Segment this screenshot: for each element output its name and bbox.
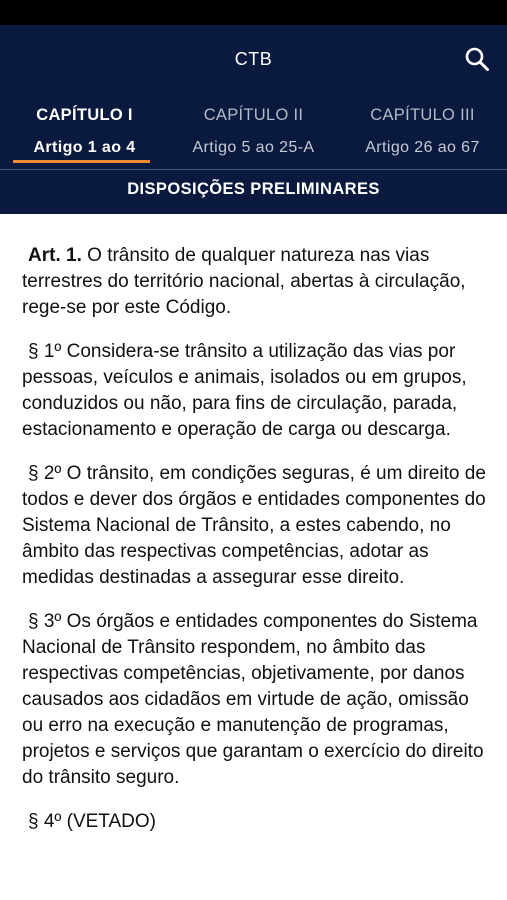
- article-number: Art. 1.: [28, 245, 82, 266]
- tab-capitulo-1[interactable]: [0, 97, 169, 169]
- chapter-tabs: [0, 97, 507, 169]
- app-header: [0, 25, 507, 214]
- tab-articles-label: Artigo 5 ao 25-A: [192, 139, 315, 156]
- title-bar: [0, 25, 507, 93]
- app-title: CTB: [234, 49, 273, 69]
- search-icon: [463, 45, 491, 73]
- paragraph-3: [22, 609, 492, 791]
- paragraph-text: § 2º O trânsito, em condições seguras, é um direito de todos e dever dos órgãos e entidades componentes do Sistema Nacional de Trânsito, a estes cabendo, no âmbito das respectivas competências, adotar as medidas destinadas a assegurar esse direito.: [22, 463, 486, 588]
- tab-chapter-label: CAPÍTULO II: [203, 106, 304, 124]
- paragraph-1: [22, 339, 492, 443]
- paragraph-text: § 1º Considera-se trânsito a utilização das vias por pessoas, veículos e animais, isolados ou em grupos, conduzidos ou não, para fins de circulação, parada, estacionamento e operação de carga ou descarga.: [22, 341, 467, 440]
- article-text: O trânsito de qualquer natureza nas vias terrestres do território nacional, abertas à circulação, rege-se por este Código.: [22, 245, 466, 318]
- tab-capitulo-2[interactable]: [169, 97, 338, 169]
- tab-chapter-label: CAPÍTULO I: [36, 106, 133, 124]
- tab-articles-label: Artigo 1 ao 4: [33, 139, 136, 156]
- paragraph-text: § 3º Os órgãos e entidades componentes do Sistema Nacional de Trânsito respondem, no âmbito das respectivas competências, objetivamente, por danos causados aos cidadãos em virtude de ação, omissão ou erro na execução e manutenção de programas, projetos e serviços que garantam o exercício do direito do trânsito seguro.: [22, 611, 484, 788]
- tab-divider: [0, 169, 507, 170]
- article-paragraph: [22, 243, 492, 321]
- search-button[interactable]: [463, 45, 491, 73]
- active-tab-indicator: [13, 160, 150, 163]
- tab-chapter-label: CAPÍTULO III: [370, 106, 475, 124]
- tab-capitulo-3[interactable]: [338, 97, 507, 169]
- tab-articles-label: Artigo 26 ao 67: [365, 139, 480, 156]
- article-content: [22, 243, 492, 853]
- paragraph-2: [22, 461, 492, 591]
- status-bar: [0, 0, 507, 25]
- paragraph-text: § 4º (VETADO): [28, 811, 156, 832]
- paragraph-4: [22, 809, 492, 835]
- section-title: DISPOSIÇÕES PRELIMINARES: [127, 180, 380, 198]
